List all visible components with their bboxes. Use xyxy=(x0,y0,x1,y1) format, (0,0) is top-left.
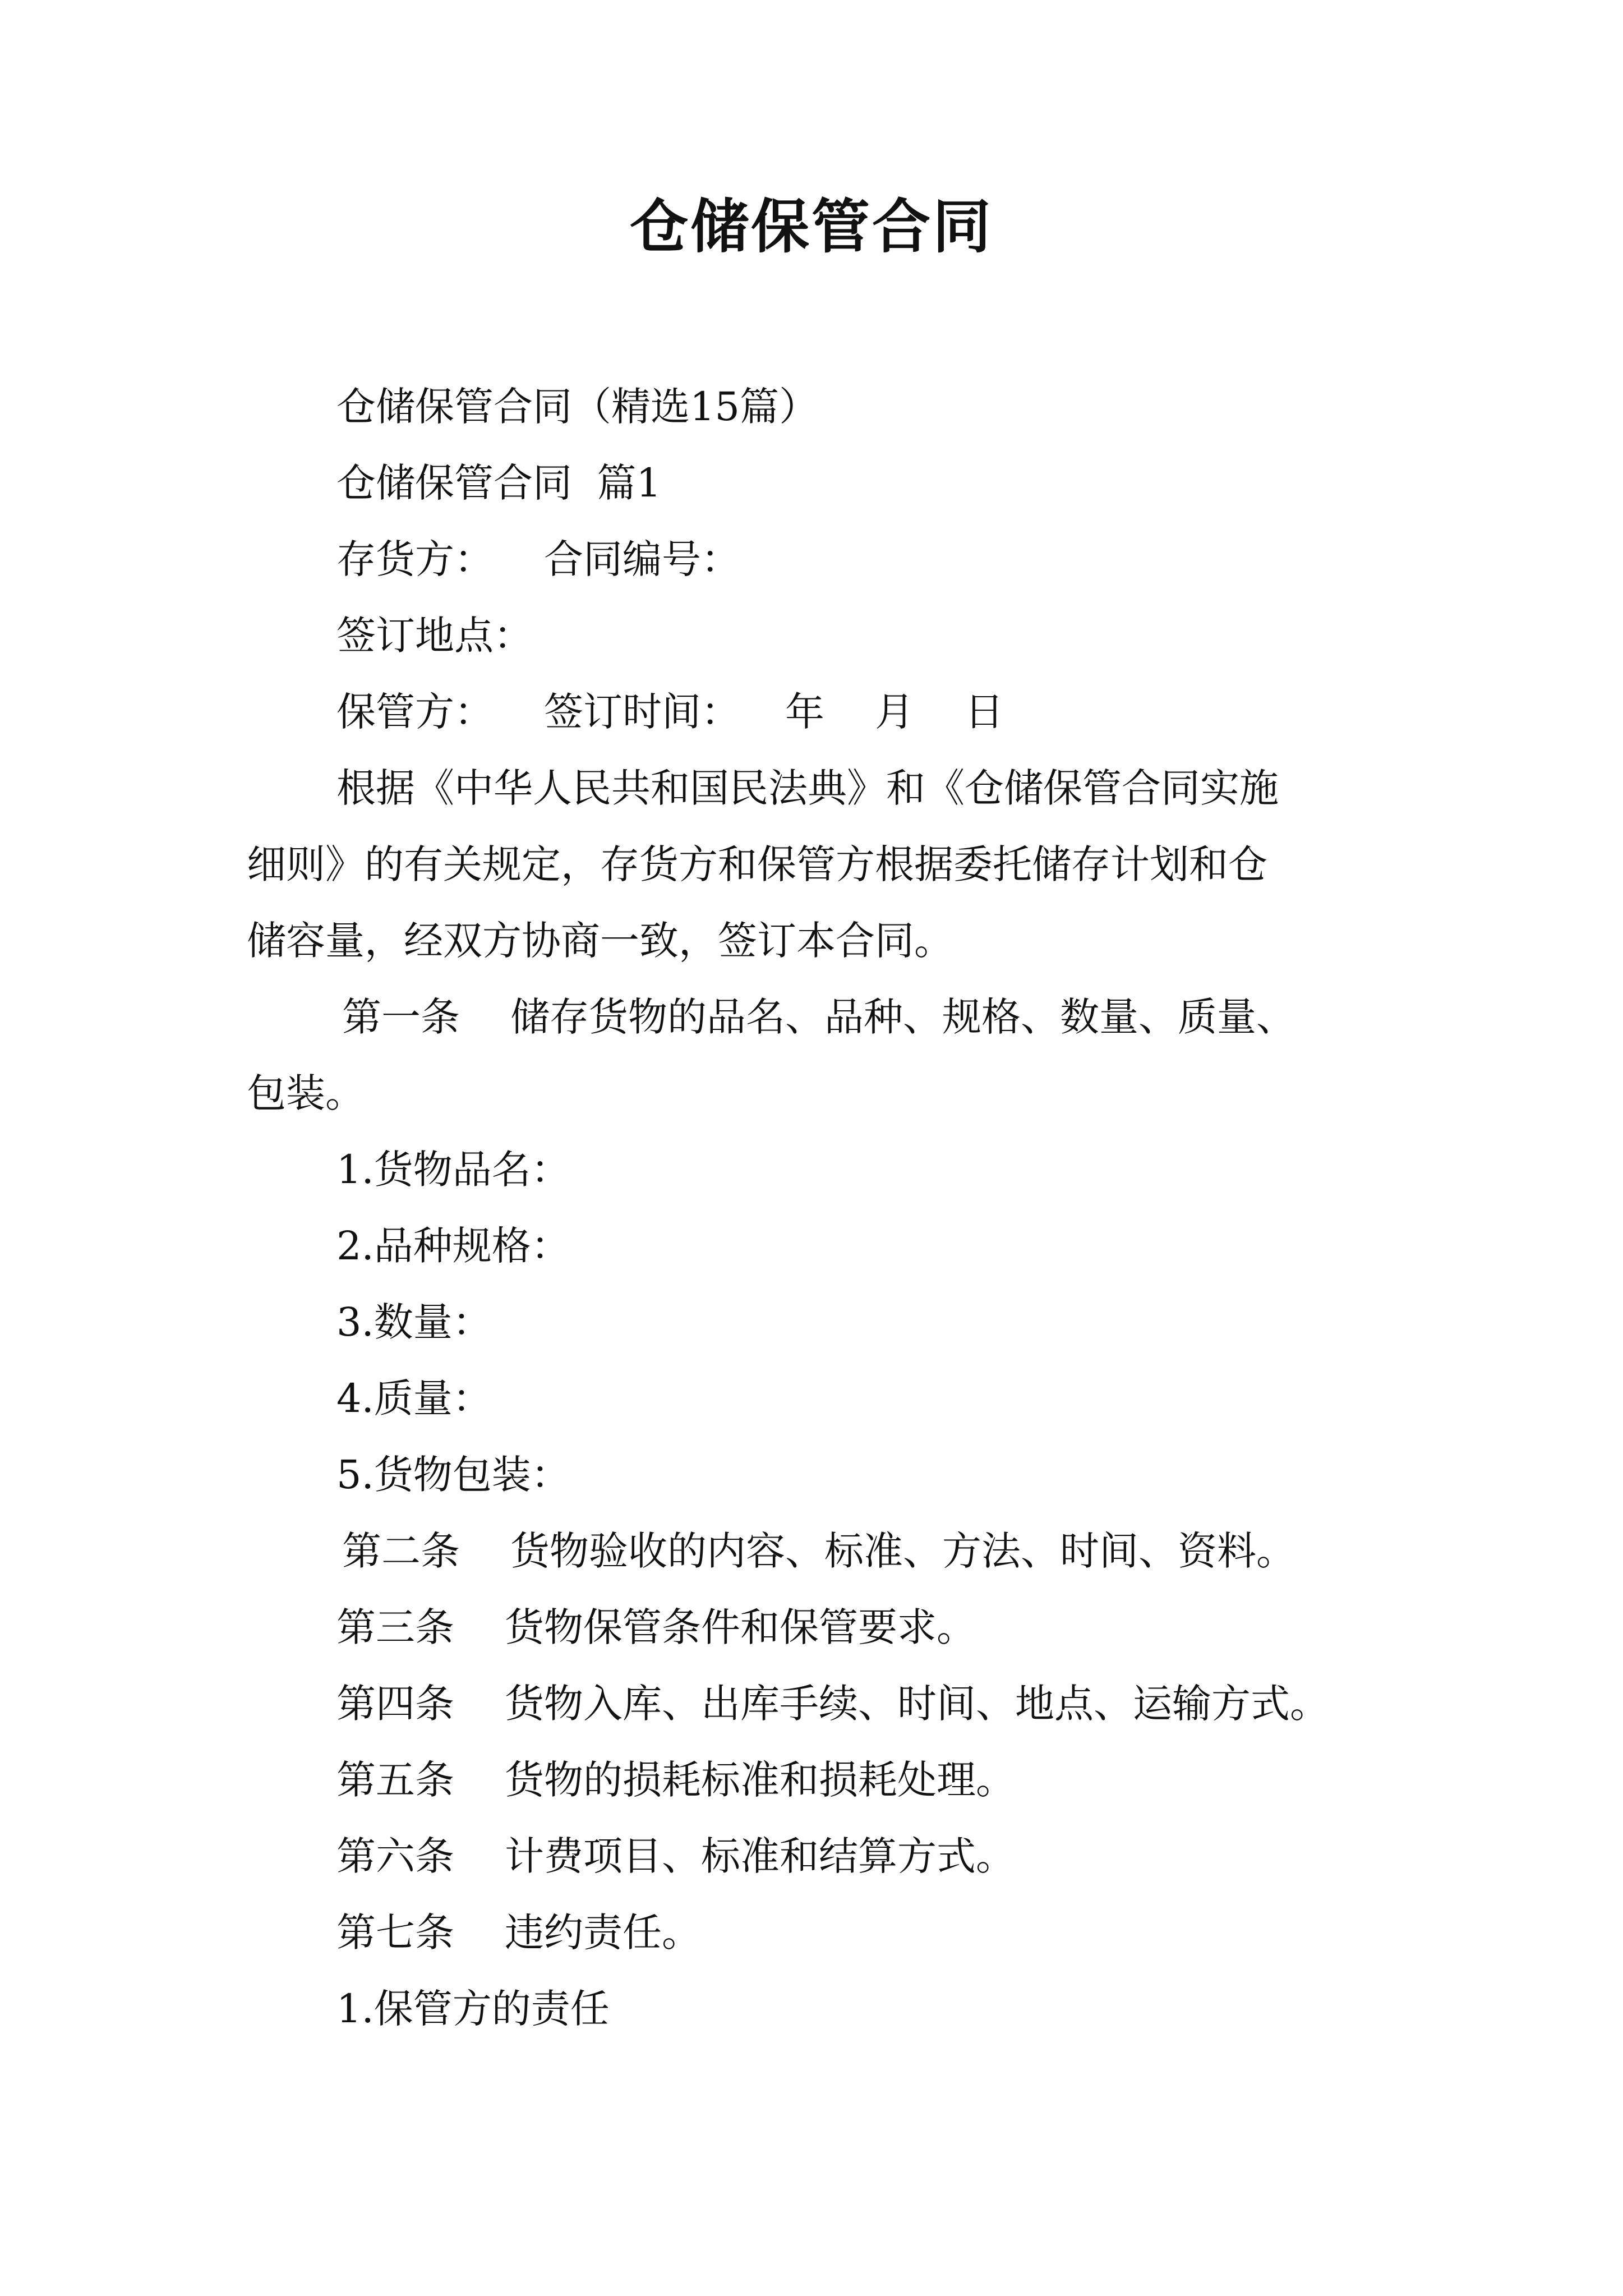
article-5 xyxy=(336,1757,1015,1803)
sign-place-label: 签订地点： xyxy=(336,613,533,659)
list-item: 1.保管方的责任 xyxy=(336,1986,610,2032)
section-heading: 仓储保管合同 篇1 xyxy=(336,460,662,506)
list-item: 2.品种规格： xyxy=(336,1223,570,1269)
contract-no-label: 合同编号： xyxy=(544,536,740,582)
depositor-line xyxy=(336,536,740,582)
article-text: 货物保管条件和保管要求。 xyxy=(505,1604,976,1650)
article-text: 货物入库、出库手续、时间、地点、运输方式。 xyxy=(505,1681,1329,1727)
article-1 xyxy=(342,994,1295,1040)
preamble-line-2: 细则》的有关规定，存货方和保管方根据委托储存计划和仓 xyxy=(247,841,1267,887)
list-item: 4.质量： xyxy=(336,1375,492,1421)
depositor-label: 存货方： xyxy=(336,536,494,582)
article-label: 第二条 xyxy=(342,1528,460,1574)
article-4 xyxy=(336,1681,1329,1727)
article-label: 第五条 xyxy=(336,1757,454,1803)
year-label: 年 xyxy=(785,689,824,735)
preamble-line-3: 储容量，经双方协商一致，签订本合同。 xyxy=(247,918,953,964)
article-label: 第四条 xyxy=(336,1681,454,1727)
article-text: 货物验收的内容、标准、方法、时间、资料。 xyxy=(510,1528,1295,1574)
list-item: 5.货物包装： xyxy=(336,1452,570,1498)
article-7 xyxy=(336,1910,701,1955)
article-label: 第三条 xyxy=(336,1604,454,1650)
article-text: 计费项目、标准和结算方式。 xyxy=(505,1833,1015,1879)
article-3 xyxy=(336,1604,976,1650)
article-label: 第六条 xyxy=(336,1833,454,1879)
sign-time-label: 签订时间： xyxy=(544,689,740,735)
article-2 xyxy=(342,1528,1295,1574)
article-1-text-cont: 包装。 xyxy=(247,1070,365,1116)
month-label: 月 xyxy=(875,689,914,735)
custodian-line xyxy=(336,689,1004,735)
custodian-label: 保管方： xyxy=(336,689,494,735)
day-label: 日 xyxy=(965,689,1004,735)
document-subtitle: 仓储保管合同（精选15篇） xyxy=(336,384,819,430)
article-label: 第七条 xyxy=(336,1910,454,1955)
preamble-line-1: 根据《中华人民共和国民法典》和《仓储保管合同实施 xyxy=(336,765,1279,811)
list-item: 1.货物品名： xyxy=(336,1147,570,1193)
article-6 xyxy=(336,1833,1015,1879)
document-title: 仓储保管合同 xyxy=(629,192,993,261)
article-text: 违约责任。 xyxy=(505,1910,701,1955)
list-item: 3.数量： xyxy=(336,1299,492,1345)
article-text: 货物的损耗标准和损耗处理。 xyxy=(505,1757,1015,1803)
article-1-label: 第一条 xyxy=(342,994,460,1040)
article-1-text: 储存货物的品名、品种、规格、数量、质量、 xyxy=(510,994,1295,1040)
